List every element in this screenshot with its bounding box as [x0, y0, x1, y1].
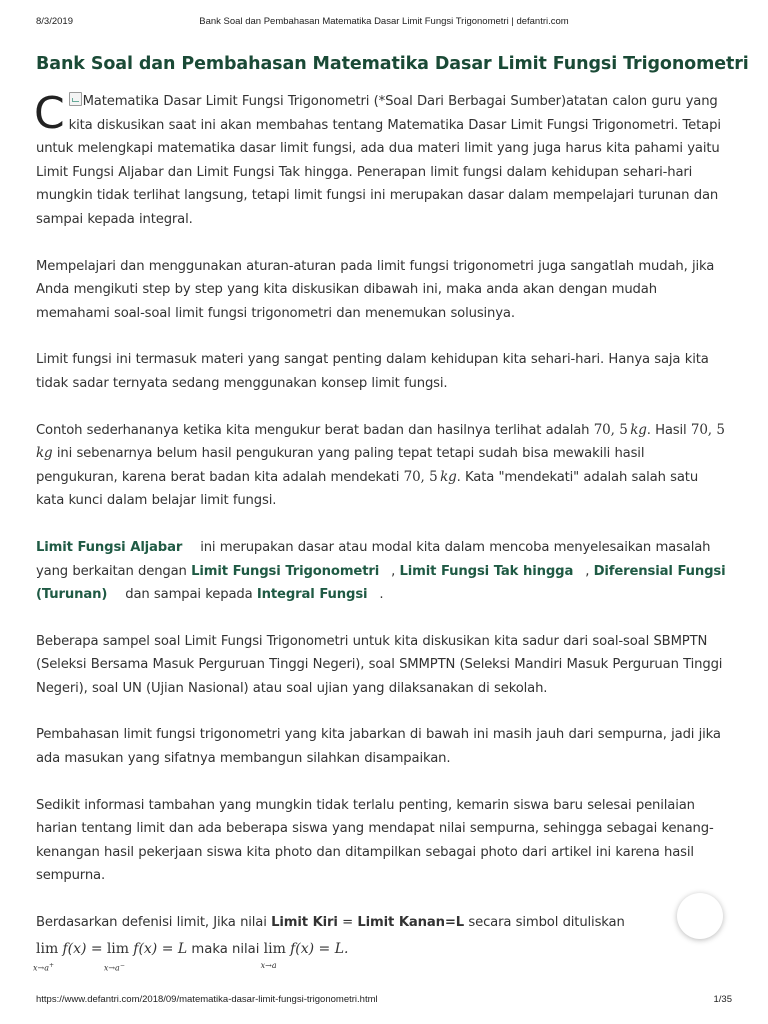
fx-equals-l: f(x) = L	[133, 940, 188, 957]
p5-text-2: dan sampai kepada	[125, 587, 257, 603]
p5-comma: ,	[585, 563, 590, 579]
p4-text-2: . Hasil	[646, 422, 691, 438]
intro-text: atatan calon guru yang kita diskusikan saat ini akan membahas tentang Matematika Dasar Limit Fungsi Trigonometri. Tetapi untuk melengkapi matematika dasar limit fungsi, ada dua materi limit yang juga harus kita pahami yaitu Limit Fungsi Aljabar dan Limit Fungsi Tak hingga. Penerapan limit fungsi dalam kehidupan sehari-hari mungkin tidak terlihat langsung, tetapi limit fungsi ini merupakan dasar dalam mempelajari turunan dan sampai kepada integral.	[36, 94, 721, 227]
limit-right	[33, 937, 59, 973]
print-url: https://www.defantri.com/2018/09/matematika-dasar-limit-fungsi-trigonometri.html	[36, 994, 378, 1005]
p5-period: .	[379, 587, 384, 603]
math-weight-3	[404, 469, 457, 485]
article-title: Bank Soal dan Pembahasan Matematika Dasar Limit Fungsi Trigonometri	[36, 54, 749, 74]
lim-word: lim	[263, 940, 286, 957]
fx-equals: f(x) =	[62, 940, 103, 957]
paragraph-2: Mempelajari dan menggunakan aturan-aturan pada limit fungsi trigonometri juga sangatlah mudah, jika Anda mengikuti step by step yang kita diskusikan dibawah ini, maka anda akan dengan mudah memahami soal-soal limit fungsi trigonometri dan menemukan solusinya.	[36, 258, 715, 321]
broken-image-icon	[69, 92, 82, 106]
link-diferensial-fungsi[interactable]: Diferensial Fungsi (Turunan)	[36, 563, 726, 603]
link-integral-fungsi[interactable]: Integral Fungsi	[256, 587, 368, 603]
p4-text-3: ini sebenarnya belum hasil pengukuran yang paling tepat tetapi sudah bisa mewakili hasil pengukuran, karena berat badan kita adalah mendekati	[36, 446, 645, 485]
math-weight-1	[594, 422, 647, 438]
floating-action-button[interactable]	[677, 893, 723, 939]
link-limit-fungsi-trigonometri[interactable]: Limit Fungsi Trigonometri	[191, 563, 380, 579]
print-doc-title: Bank Soal dan Pembahasan Matematika Dasar Limit Fungsi Trigonometri | defantri.com	[199, 16, 569, 27]
paragraph-4	[36, 419, 730, 513]
print-header	[36, 16, 732, 30]
math-unit: kg	[630, 421, 647, 438]
p9-text-2: secara simbol dituliskan	[464, 915, 625, 931]
link-limit-fungsi-aljabar[interactable]: Limit Fungsi Aljabar	[36, 539, 183, 555]
limit-plain	[260, 937, 286, 970]
math-unit: kg	[440, 468, 457, 485]
math-unit: kg	[36, 445, 53, 462]
paragraph-7: Pembahasan limit fungsi trigonometri yang kita jabarkan di bawah ini masih jauh dari sempurna, jadi jika ada masukan yang sifatnya membangun silahkan disampaikan.	[36, 727, 721, 767]
dropcap-letter: C	[34, 88, 65, 139]
limit-subscript-right	[33, 954, 54, 981]
fx-equals-l-end: f(x) = L.	[290, 940, 349, 957]
print-date: 8/3/2019	[36, 16, 73, 27]
link-limit-fungsi-tak-hingga[interactable]: Limit Fungsi Tak hingga	[399, 563, 574, 579]
limit-subscript-plain	[261, 954, 277, 978]
bold-limit-kanan: Limit Kanan	[357, 915, 445, 931]
article-image-alt: Matematika Dasar Limit Fungsi Trigonometri (*Soal Dari Berbagai Sumber)	[82, 94, 566, 109]
math-num: 70, 5	[690, 421, 725, 438]
page-number: 1/35	[713, 994, 732, 1005]
paragraph-9	[36, 911, 730, 935]
p4-text-1: Contoh sederhananya ketika kita mengukur berat badan dan hasilnya terlihat adalah	[36, 422, 594, 438]
bold-equals-l: =L	[444, 915, 465, 931]
bold-limit-kiri: Limit Kiri	[271, 915, 338, 931]
limit-formula	[33, 937, 730, 977]
paragraph-8: Sedikit informasi tambahan yang mungkin tidak terlalu penting, kemarin siswa baru selesai penilaian harian tentang limit dan ada beberapa siswa yang mendapat nilai sempurna, sehingga sebagai kenang-kenangan hasil pekerjaan siswa kita photo dan ditampilkan sebagai photo dari artikel ini karena hasil sempurna.	[36, 797, 714, 884]
math-num: 70, 5	[403, 468, 438, 485]
paragraph-5	[36, 536, 730, 607]
print-footer	[36, 994, 732, 1008]
p5-text-1: ini merupakan dasar atau modal kita dalam mencoba menyelesaikan masalah yang berkaitan dengan	[36, 539, 711, 579]
article	[33, 52, 749, 977]
lim-word: lim	[106, 940, 130, 957]
sub-text: x→a	[33, 963, 49, 973]
sup-minus: −	[119, 961, 125, 969]
p9-text-1: Berdasarkan defenisi limit, Jika nilai	[36, 915, 272, 931]
paragraph-6: Beberapa sampel soal Limit Fungsi Trigonometri untuk kita diskusikan kita sadur dari soal-soal SBMPTN (Seleksi Bersama Masuk Perguruan Tinggi Negeri), soal SMMPTN (Seleksi Mandiri Masuk Perguruan Tinggi Negeri), soal UN (Ujian Nasional) atau soal ujian yang dilaksanakan di sekolah.	[36, 633, 723, 696]
paragraph-3: Limit fungsi ini termasuk materi yang sangat penting dalam kehidupan kita sehari-hari. Hanya saja kita tidak sadar ternyata sedang menggunakan konsep limit fungsi.	[36, 352, 709, 391]
intro-paragraph	[36, 90, 730, 232]
p4-text-4: . Kata "mendekati" adalah salah satu kata kunci dalam belajar limit fungsi.	[36, 469, 699, 509]
math-num: 70, 5	[593, 421, 628, 438]
sup-plus: +	[48, 961, 55, 969]
formula-mid-text: maka nilai	[187, 941, 264, 957]
limit-subscript-left	[104, 954, 125, 981]
sub-text: x→a	[103, 963, 120, 973]
lim-word: lim	[36, 940, 59, 957]
p9-equals: =	[337, 915, 358, 931]
p5-comma: ,	[391, 563, 396, 579]
limit-left	[103, 937, 130, 973]
sub-text: x→a	[260, 960, 277, 970]
